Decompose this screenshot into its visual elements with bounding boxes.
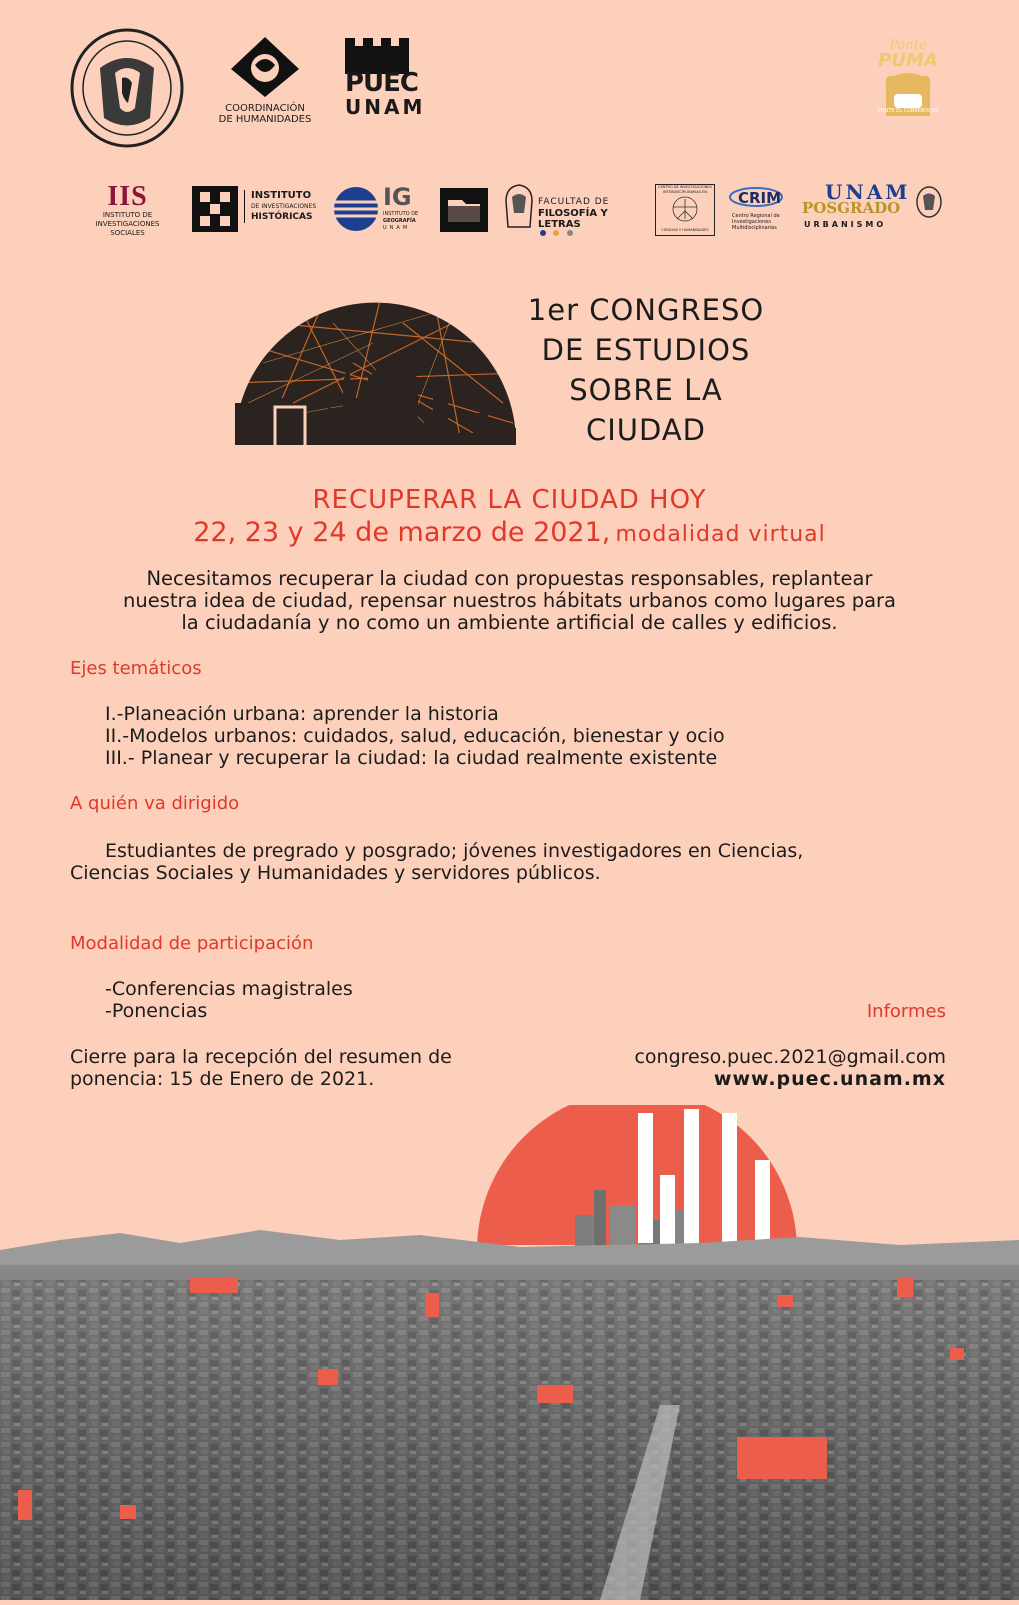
intro-paragraph	[0, 568, 1019, 634]
coordinacion-line1: COORDINACIÓN	[225, 103, 305, 114]
crim-line2: Centro Regional de	[732, 213, 780, 219]
dirigido-line-2: Ciencias Sociales y Humanidades y servidores públicos.	[70, 862, 601, 884]
posgrado-urbanismo: URBANISMO	[804, 220, 887, 229]
ig-logo	[333, 184, 428, 236]
historicas-line3: HISTÓRICAS	[251, 212, 313, 222]
ffyl-line2: FILOSOFÍA Y LETRAS	[538, 208, 608, 230]
title-line-2: DE ESTUDIOS	[541, 333, 751, 367]
ceiich-line1: CENTRO DE INVESTIGACIONES	[658, 185, 712, 189]
eje-item-1: I.-Planeación urbana: aprender la historia	[105, 703, 499, 725]
informes-heading: Informes	[866, 1001, 946, 1022]
puma-word: PUMA	[878, 50, 938, 71]
ig-line3: GEOGRAFÍA	[383, 218, 416, 224]
title-line-1: 1er CONGRESO	[527, 293, 765, 327]
ponte-word: Ponte	[889, 38, 927, 53]
modalidad-heading: Modalidad de participación	[70, 933, 314, 954]
cierre-text	[70, 1046, 452, 1090]
title-line-3: SOBRE LA	[569, 373, 723, 407]
posgrado-unam: UNAM	[825, 180, 911, 204]
ig-mark: IG	[383, 183, 412, 211]
title-line-4: CIUDAD	[585, 413, 707, 447]
ceiich-logo	[655, 184, 715, 236]
ponte-puma-logo	[872, 40, 944, 130]
dates-mode: modalidad virtual	[615, 522, 826, 547]
city-dome-illustration	[233, 283, 518, 463]
historicas-line2: DE INVESTIGACIONES	[251, 203, 317, 210]
dates-main: 22, 23 y 24 de marzo de 2021,	[193, 517, 611, 548]
cityscape-illustration	[0, 1105, 1019, 1600]
iis-logo	[80, 183, 175, 235]
dirigido-heading: A quién va dirigido	[70, 793, 240, 814]
intro-line-3: la ciudadanía y no como un ambiente artificial de calles y edificios.	[181, 611, 838, 634]
posgrado-word: POSGRADO	[802, 199, 901, 217]
contact-block	[634, 1046, 946, 1090]
intro-line-2: nuestra idea de ciudad, repensar nuestros hábitats urbanos como lugares para	[122, 589, 896, 612]
ceiich-line2: INTERDISCIPLINARIAS EN	[663, 190, 707, 194]
puec-logo	[345, 38, 426, 130]
coordinacion-humanidades-logo	[215, 35, 315, 130]
folder-logo	[440, 188, 488, 232]
event-dates	[0, 517, 1019, 548]
ffyl-logo	[502, 183, 642, 235]
unam-seal-logo	[70, 28, 185, 148]
eje-item-2: II.-Modelos urbanos: cuidados, salud, educación, bienestar y ocio	[105, 725, 725, 747]
historicas-logo	[192, 186, 317, 234]
modalidad-item-2: -Ponencias	[105, 1000, 208, 1022]
modalidad-item-1: -Conferencias magistrales	[105, 978, 353, 1000]
dirigido-text	[70, 840, 803, 884]
crim-logo	[728, 186, 790, 234]
contact-web[interactable]: www.puec.unam.mx	[713, 1068, 946, 1090]
eje-item-3: III.- Planear y recuperar la ciudad: la ciudad realmente existente	[105, 747, 718, 769]
congress-title	[496, 290, 796, 450]
ponte-cubrebocas: PONTE EL CUBREBOCAS	[877, 108, 939, 114]
ffyl-line1: FACULTAD DE	[538, 197, 610, 207]
modalidad-list	[105, 978, 353, 1022]
cierre-line-2: ponencia: 15 de Enero de 2021.	[70, 1068, 375, 1090]
iis-line3: SOCIALES	[110, 229, 145, 237]
crim-line4: Multidisciplinarias	[732, 225, 777, 231]
coordinacion-line2: DE HUMANIDADES	[218, 114, 312, 125]
crim-mark: CRIM	[738, 189, 782, 207]
iis-line2: INSTITUTO DE INVESTIGACIONES	[95, 211, 160, 228]
intro-line-1: Necesitamos recuperar la ciudad con propuestas responsables, replantear	[146, 567, 873, 590]
ejes-heading: Ejes temáticos	[70, 658, 202, 679]
ig-line2: INSTITUTO DE	[383, 211, 419, 217]
ceiich-line3: CIENCIAS Y HUMANIDADES	[661, 228, 709, 232]
subtitle: RECUPERAR LA CIUDAD HOY	[312, 485, 707, 515]
ig-line4: UNAM	[383, 225, 411, 231]
iis-mark: IIS	[107, 181, 148, 212]
contact-email[interactable]: congreso.puec.2021@gmail.com	[634, 1046, 946, 1068]
dirigido-line-1: Estudiantes de pregrado y posgrado; jóvenes investigadores en Ciencias,	[105, 840, 804, 862]
cierre-line-1: Cierre para la recepción del resumen de	[70, 1046, 452, 1068]
posgrado-urbanismo-logo	[800, 182, 945, 234]
puec-unam: UNAM	[345, 95, 426, 119]
puec-title: PUEC	[345, 68, 419, 98]
crim-line3: Investigaciones	[732, 219, 771, 225]
ejes-list	[105, 703, 725, 769]
historicas-line1: INSTITUTO	[251, 190, 312, 201]
